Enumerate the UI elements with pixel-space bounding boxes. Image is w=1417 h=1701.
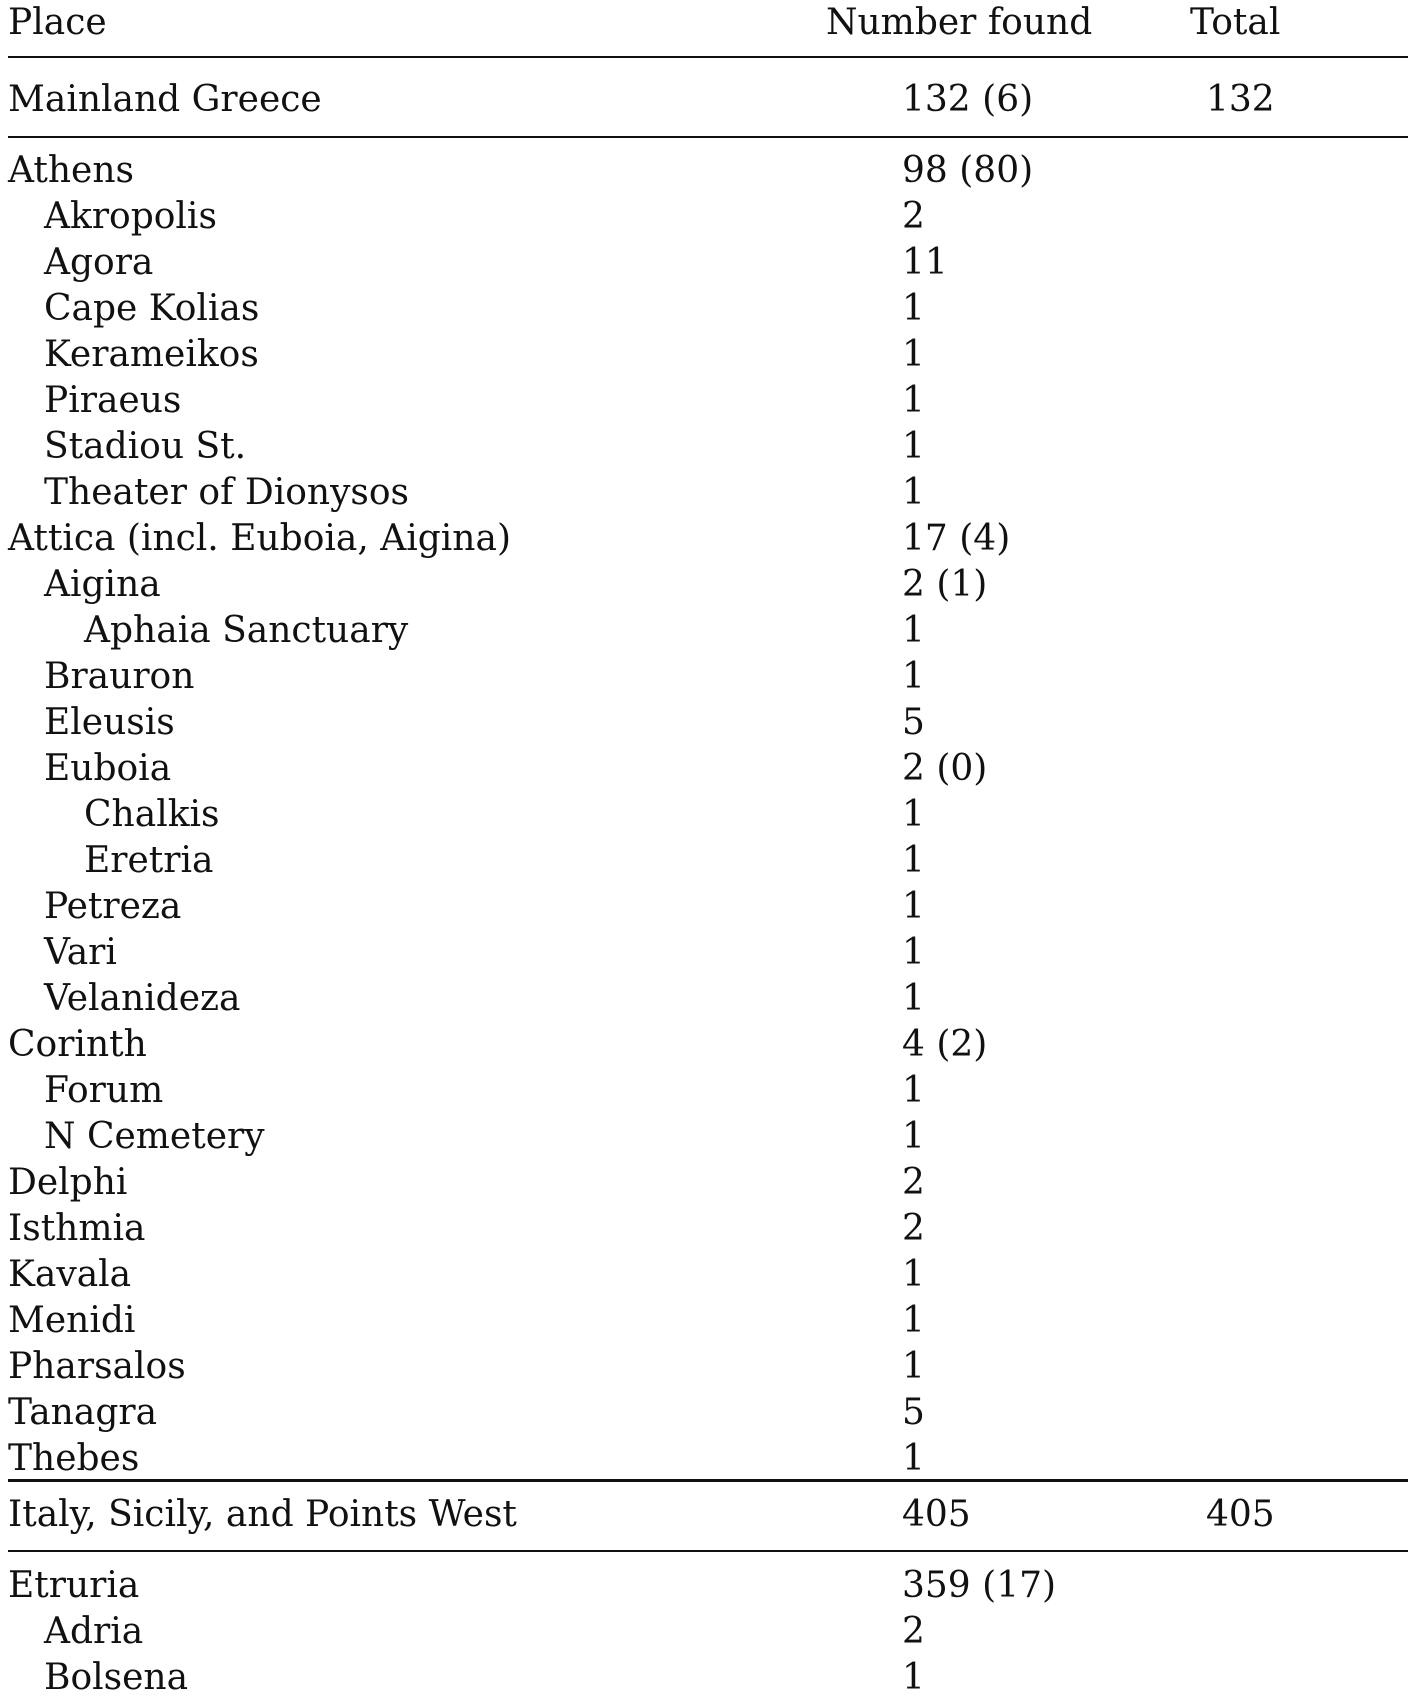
row-place: Stadiou St. [44,426,247,467]
section-title-place: Italy, Sicily, and Points West [8,1494,517,1535]
row-number: 1 [902,932,925,973]
row-place: Theater of Dionysos [44,472,410,513]
row-place: Etruria [8,1565,140,1606]
row-place: Attica (incl. Euboia, Aigina) [8,518,511,559]
row-place: Corinth [8,1024,147,1065]
table-row [0,470,1417,516]
section-title-total: 132 [1206,79,1275,120]
row-place: Brauron [44,656,195,697]
row-number: 11 [902,242,948,283]
row-place: Pharsalos [8,1346,186,1387]
row-number: 1 [902,472,925,513]
table-row [0,1609,1417,1655]
table-row [0,838,1417,884]
table-row [0,1114,1417,1160]
row-number: 1 [902,1438,925,1479]
table-row [0,884,1417,930]
row-place: N Cemetery [44,1116,265,1157]
row-number: 2 [902,196,925,237]
section-rule [8,1550,1408,1552]
header-number-found: Number found [826,2,1093,43]
row-place: Thebes [8,1438,140,1479]
row-number: 5 [902,1392,925,1433]
table-row [0,654,1417,700]
table-row [0,1390,1417,1436]
table-row [0,332,1417,378]
table-row [0,608,1417,654]
table-row [0,1252,1417,1298]
table-row [0,792,1417,838]
table-header [0,0,1417,46]
row-number: 1 [902,1300,925,1341]
row-place: Eretria [84,840,214,881]
row-place: Aigina [44,564,161,605]
section-title-number: 132 (6) [902,79,1034,120]
row-number: 1 [902,380,925,421]
header-rule [8,56,1408,58]
row-number: 1 [902,1070,925,1111]
table-row [0,1344,1417,1390]
row-place: Cape Kolias [44,288,260,329]
row-place: Agora [44,242,154,283]
row-number: 1 [902,840,925,881]
row-number: 5 [902,702,925,743]
table-row [0,1068,1417,1114]
row-number: 1 [902,610,925,651]
row-number: 1 [902,334,925,375]
row-number: 1 [902,886,925,927]
row-place: Kerameikos [44,334,259,375]
row-place: Menidi [8,1300,136,1341]
row-number: 2 [902,1208,925,1249]
section-title-row [0,77,1417,123]
row-place: Delphi [8,1162,128,1203]
table-row [0,700,1417,746]
table-row [0,378,1417,424]
table-row [0,286,1417,332]
table-row [0,424,1417,470]
table-row [0,516,1417,562]
row-number: 1 [902,1657,925,1698]
row-number: 359 (17) [902,1565,1057,1606]
table-row [0,976,1417,1022]
row-place: Forum [44,1070,164,1111]
row-place: Isthmia [8,1208,146,1249]
row-number: 2 [902,1162,925,1203]
row-number: 2 (1) [902,564,988,605]
row-place: Tanagra [8,1392,158,1433]
section-title-place: Mainland Greece [8,79,322,120]
table-row [0,746,1417,792]
row-number: 2 [902,1611,925,1652]
table-row [0,148,1417,194]
row-number: 1 [902,426,925,467]
header-total: Total [1190,2,1281,43]
row-place: Vari [44,932,117,973]
row-place: Bolsena [44,1657,189,1698]
row-number: 2 (0) [902,748,988,789]
row-number: 17 (4) [902,518,1011,559]
section-title-total: 405 [1206,1494,1275,1535]
row-place: Akropolis [44,196,217,237]
table-row [0,1160,1417,1206]
section-rule [8,136,1408,138]
row-number: 1 [902,978,925,1019]
table-row [0,194,1417,240]
row-number: 4 (2) [902,1024,988,1065]
row-number: 1 [902,794,925,835]
table-row [0,1563,1417,1609]
row-place: Chalkis [84,794,220,835]
row-number: 1 [902,288,925,329]
row-place: Aphaia Sanctuary [84,610,409,651]
header-place: Place [8,2,107,43]
table-row [0,930,1417,976]
row-place: Piraeus [44,380,182,421]
row-number: 98 (80) [902,150,1034,191]
table-row [0,1206,1417,1252]
row-place: Eleusis [44,702,175,743]
table-row [0,562,1417,608]
table-row [0,1298,1417,1344]
row-number: 1 [902,1254,925,1295]
row-place: Euboia [44,748,172,789]
row-place: Adria [44,1611,144,1652]
table-row [0,1655,1417,1701]
section-title-number: 405 [902,1494,971,1535]
table-row [0,240,1417,286]
row-number: 1 [902,1346,925,1387]
row-place: Kavala [8,1254,132,1295]
section-title-row [0,1492,1417,1538]
row-place: Velanideza [44,978,241,1019]
row-place: Athens [8,150,134,191]
section-rule [8,1479,1408,1482]
table-row [0,1436,1417,1482]
table-row [0,1022,1417,1068]
row-number: 1 [902,656,925,697]
row-number: 1 [902,1116,925,1157]
row-place: Petreza [44,886,182,927]
